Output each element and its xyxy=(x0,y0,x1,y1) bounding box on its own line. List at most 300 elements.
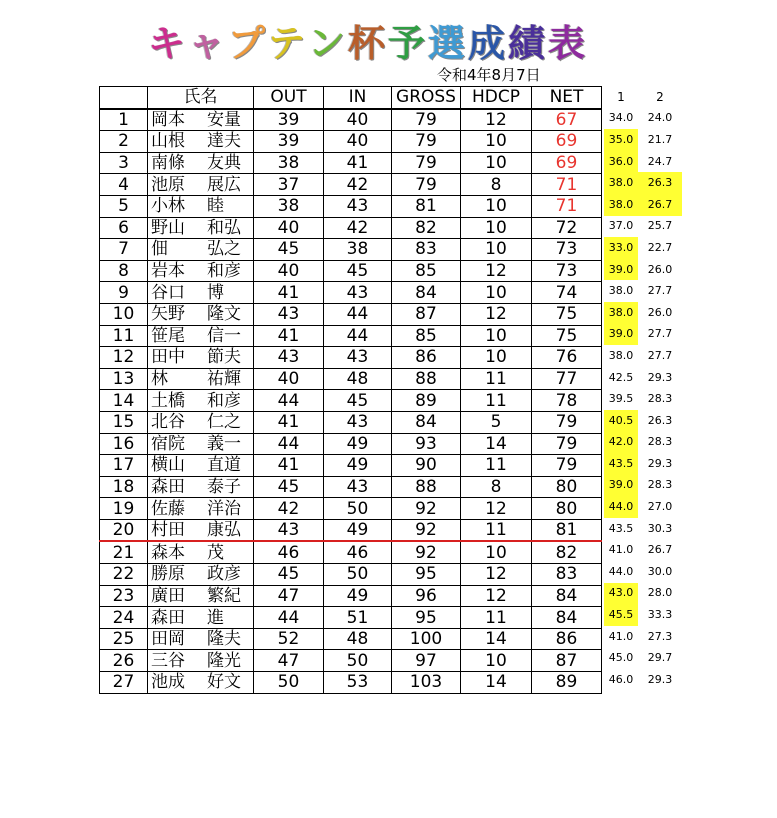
gross-cell: 86 xyxy=(392,347,461,369)
side-score-s1-cell: 38.0 xyxy=(604,194,638,216)
in-cell: 50 xyxy=(324,650,392,672)
gross-cell: 89 xyxy=(392,390,461,412)
side-row xyxy=(604,626,682,648)
gross-cell: 93 xyxy=(392,433,461,455)
rank-cell: 2 xyxy=(100,131,148,153)
col-header-rank xyxy=(100,87,148,109)
side-row xyxy=(604,108,682,130)
net-cell: 69 xyxy=(532,131,602,153)
in-cell: 42 xyxy=(324,217,392,239)
in-cell: 43 xyxy=(324,411,392,433)
gross-cell: 79 xyxy=(392,174,461,196)
table-row xyxy=(100,541,602,563)
table-row xyxy=(100,455,602,477)
out-cell: 45 xyxy=(254,564,324,586)
table-row xyxy=(100,217,602,239)
side-score-s2-cell: 33.3 xyxy=(647,608,673,622)
out-cell: 45 xyxy=(254,476,324,498)
side-header-row xyxy=(604,86,682,108)
side-score-s2-cell: 21.7 xyxy=(647,132,673,146)
family-name: 佃 xyxy=(151,239,168,260)
side-score-s2-cell: 26.3 xyxy=(647,413,673,427)
gross-cell: 82 xyxy=(392,217,461,239)
net-cell: 69 xyxy=(532,152,602,174)
family-name: 森本 xyxy=(151,542,185,563)
side-score-s1-cell: 40.5 xyxy=(604,410,638,432)
side-score-s1-cell: 38.0 xyxy=(608,284,634,298)
table-row xyxy=(100,433,602,455)
side-col-header-2: 2 xyxy=(656,89,664,104)
col-header-name: 氏名 xyxy=(148,87,254,109)
hdcp-cell: 8 xyxy=(461,476,532,498)
side-row xyxy=(604,280,682,302)
side-score-s1-cell: 45.0 xyxy=(608,651,634,665)
family-name: 三谷 xyxy=(151,650,185,671)
side-row xyxy=(604,237,682,259)
side-score-s1-cell: 35.0 xyxy=(604,129,638,151)
gross-cell: 84 xyxy=(392,411,461,433)
player-name-cell xyxy=(148,564,254,586)
side-row xyxy=(604,604,682,626)
family-name: 横山 xyxy=(151,455,185,476)
side-row xyxy=(604,539,682,561)
side-score-s1-cell: 43.0 xyxy=(604,583,638,605)
col-header-net: NET xyxy=(532,87,602,109)
side-row xyxy=(604,561,682,583)
hdcp-cell: 11 xyxy=(461,390,532,412)
gross-cell: 87 xyxy=(392,303,461,325)
in-cell: 49 xyxy=(324,519,392,541)
title-char: ャ xyxy=(188,22,228,65)
net-cell: 80 xyxy=(532,476,602,498)
given-name: 睦 xyxy=(207,196,224,217)
side-score-s1-cell: 39.5 xyxy=(608,392,634,406)
side-score-s1-cell: 41.0 xyxy=(608,543,634,557)
in-cell: 49 xyxy=(324,455,392,477)
rank-cell: 23 xyxy=(100,585,148,607)
player-name-cell xyxy=(148,476,254,498)
hdcp-cell: 11 xyxy=(461,455,532,477)
net-cell: 74 xyxy=(532,282,602,304)
family-name: 南條 xyxy=(151,153,185,174)
given-name: 隆文 xyxy=(207,304,241,325)
side-row xyxy=(604,518,682,540)
family-name: 林 xyxy=(151,369,168,390)
hdcp-cell: 11 xyxy=(461,607,532,629)
table-row xyxy=(100,195,602,217)
table-row xyxy=(100,131,602,153)
hdcp-cell: 11 xyxy=(461,368,532,390)
table-row xyxy=(100,303,602,325)
net-cell: 80 xyxy=(532,498,602,520)
given-name: 泰子 xyxy=(207,476,241,497)
title-char: ン xyxy=(308,22,348,65)
player-name-cell xyxy=(148,195,254,217)
gross-cell: 96 xyxy=(392,585,461,607)
table-row xyxy=(100,519,602,541)
side-score-s1-cell: 33.0 xyxy=(604,237,638,259)
rank-cell: 27 xyxy=(100,672,148,694)
gross-cell: 90 xyxy=(392,455,461,477)
in-cell: 40 xyxy=(324,109,392,131)
given-name: 進 xyxy=(207,607,224,628)
rank-cell: 10 xyxy=(100,303,148,325)
family-name: 田岡 xyxy=(151,629,185,650)
hdcp-cell: 10 xyxy=(461,131,532,153)
player-name-cell xyxy=(148,455,254,477)
gross-cell: 85 xyxy=(392,325,461,347)
table-row xyxy=(100,282,602,304)
side-row xyxy=(604,324,682,346)
player-name-cell xyxy=(148,239,254,261)
gross-cell: 95 xyxy=(392,564,461,586)
hdcp-cell: 12 xyxy=(461,303,532,325)
side-row xyxy=(604,345,682,367)
side-score-s2-cell: 27.0 xyxy=(647,500,673,514)
gross-cell: 79 xyxy=(392,109,461,131)
given-name: 康弘 xyxy=(207,520,241,541)
gross-cell: 103 xyxy=(392,672,461,694)
hdcp-cell: 12 xyxy=(461,109,532,131)
out-cell: 39 xyxy=(254,131,324,153)
player-name-cell xyxy=(148,433,254,455)
player-name-cell xyxy=(148,325,254,347)
side-score-s2-cell: 29.7 xyxy=(647,651,673,665)
rank-cell: 7 xyxy=(100,239,148,261)
side-score-s1-cell: 44.0 xyxy=(608,564,634,578)
hdcp-cell: 12 xyxy=(461,564,532,586)
gross-cell: 88 xyxy=(392,476,461,498)
in-cell: 43 xyxy=(324,347,392,369)
player-name-cell xyxy=(148,303,254,325)
title-char: 杯 xyxy=(348,22,388,65)
hdcp-cell: 10 xyxy=(461,282,532,304)
given-name: 隆夫 xyxy=(207,629,241,650)
family-name: 土橋 xyxy=(151,390,185,411)
side-row xyxy=(604,475,682,497)
net-cell: 84 xyxy=(532,585,602,607)
hdcp-cell: 10 xyxy=(461,195,532,217)
family-name: 山根 xyxy=(151,131,185,152)
col-header-hdcp: HDCP xyxy=(461,87,532,109)
in-cell: 43 xyxy=(324,282,392,304)
table-row xyxy=(100,585,602,607)
hdcp-cell: 5 xyxy=(461,411,532,433)
family-name: 北谷 xyxy=(151,412,185,433)
hdcp-cell: 10 xyxy=(461,347,532,369)
in-cell: 44 xyxy=(324,325,392,347)
gross-cell: 92 xyxy=(392,498,461,520)
side-score-s2-cell: 27.7 xyxy=(647,348,673,362)
player-name-cell xyxy=(148,282,254,304)
side-score-s2-cell: 26.3 xyxy=(638,172,682,194)
side-score-s2-cell: 29.3 xyxy=(647,672,673,686)
given-name: 好文 xyxy=(207,672,241,693)
hdcp-cell: 14 xyxy=(461,628,532,650)
gross-cell: 88 xyxy=(392,368,461,390)
side-score-s2-cell: 29.3 xyxy=(647,456,673,470)
family-name: 岡本 xyxy=(151,109,185,130)
col-header-gross: GROSS xyxy=(392,87,461,109)
given-name: 弘之 xyxy=(207,239,241,260)
side-score-s2-cell: 29.3 xyxy=(647,370,673,384)
side-score-s1-cell: 37.0 xyxy=(608,219,634,233)
rank-cell: 22 xyxy=(100,564,148,586)
given-name: 展広 xyxy=(207,174,241,195)
player-name-cell xyxy=(148,672,254,694)
net-cell: 83 xyxy=(532,564,602,586)
player-name-cell xyxy=(148,498,254,520)
rank-cell: 11 xyxy=(100,325,148,347)
given-name: 達夫 xyxy=(207,131,241,152)
given-name: 和彦 xyxy=(207,261,241,282)
family-name: 森田 xyxy=(151,607,185,628)
side-row xyxy=(604,367,682,389)
player-name-cell xyxy=(148,174,254,196)
rank-cell: 21 xyxy=(100,541,148,563)
side-score-s1-cell: 36.0 xyxy=(604,151,638,173)
side-row xyxy=(604,151,682,173)
out-cell: 43 xyxy=(254,347,324,369)
family-name: 笹尾 xyxy=(151,325,185,346)
net-cell: 71 xyxy=(532,174,602,196)
out-cell: 40 xyxy=(254,368,324,390)
net-cell: 86 xyxy=(532,628,602,650)
side-row xyxy=(604,647,682,669)
gross-cell: 84 xyxy=(392,282,461,304)
player-name-cell xyxy=(148,390,254,412)
in-cell: 53 xyxy=(324,672,392,694)
side-score-s2-cell: 30.0 xyxy=(647,564,673,578)
net-cell: 75 xyxy=(532,325,602,347)
side-score-s2-cell: 27.7 xyxy=(647,284,673,298)
out-cell: 46 xyxy=(254,541,324,563)
side-row xyxy=(604,496,682,518)
net-cell: 89 xyxy=(532,672,602,694)
in-cell: 49 xyxy=(324,433,392,455)
side-row xyxy=(604,172,682,194)
net-cell: 75 xyxy=(532,303,602,325)
side-row xyxy=(604,669,682,691)
side-score-s2-cell: 22.7 xyxy=(647,240,673,254)
rank-cell: 19 xyxy=(100,498,148,520)
in-cell: 42 xyxy=(324,174,392,196)
side-score-s2-cell: 28.3 xyxy=(647,392,673,406)
player-name-cell xyxy=(148,368,254,390)
player-name-cell xyxy=(148,411,254,433)
family-name: 森田 xyxy=(151,476,185,497)
side-score-s1-cell: 42.5 xyxy=(608,370,634,384)
side-row xyxy=(604,259,682,281)
out-cell: 44 xyxy=(254,433,324,455)
rank-cell: 13 xyxy=(100,368,148,390)
given-name: 安量 xyxy=(207,109,241,130)
net-cell: 79 xyxy=(532,411,602,433)
rank-cell: 14 xyxy=(100,390,148,412)
table-row xyxy=(100,411,602,433)
side-score-s1-cell: 38.0 xyxy=(608,348,634,362)
rank-cell: 9 xyxy=(100,282,148,304)
net-cell: 73 xyxy=(532,239,602,261)
title-char: 成 xyxy=(468,22,508,65)
results-header-row xyxy=(100,87,602,109)
in-cell: 50 xyxy=(324,498,392,520)
rank-cell: 12 xyxy=(100,347,148,369)
in-cell: 43 xyxy=(324,195,392,217)
side-row xyxy=(604,453,682,475)
table-row xyxy=(100,672,602,694)
given-name: 和弘 xyxy=(207,217,241,238)
given-name: 直道 xyxy=(207,455,241,476)
family-name: 小林 xyxy=(151,196,185,217)
out-cell: 44 xyxy=(254,607,324,629)
title-char: プ xyxy=(228,22,268,65)
given-name: 信一 xyxy=(207,325,241,346)
table-row xyxy=(100,152,602,174)
rank-cell: 5 xyxy=(100,195,148,217)
given-name: 友典 xyxy=(207,153,241,174)
side-row xyxy=(604,410,682,432)
in-cell: 45 xyxy=(324,390,392,412)
hdcp-cell: 12 xyxy=(461,498,532,520)
out-cell: 41 xyxy=(254,325,324,347)
gross-cell: 97 xyxy=(392,650,461,672)
player-name-cell xyxy=(148,260,254,282)
side-row xyxy=(604,388,682,410)
out-cell: 43 xyxy=(254,519,324,541)
side-score-s2-cell: 26.7 xyxy=(647,543,673,557)
net-cell: 76 xyxy=(532,347,602,369)
table-row xyxy=(100,650,602,672)
gross-cell: 85 xyxy=(392,260,461,282)
given-name: 節夫 xyxy=(207,347,241,368)
given-name: 政彦 xyxy=(207,564,241,585)
hdcp-cell: 10 xyxy=(461,217,532,239)
player-name-cell xyxy=(148,585,254,607)
side-score-s2-cell: 24.0 xyxy=(647,111,673,125)
out-cell: 52 xyxy=(254,628,324,650)
player-name-cell xyxy=(148,628,254,650)
hdcp-cell: 14 xyxy=(461,433,532,455)
side-score-s1-cell: 46.0 xyxy=(608,672,634,686)
side-row xyxy=(604,302,682,324)
hdcp-cell: 8 xyxy=(461,174,532,196)
side-score-s1-cell: 39.0 xyxy=(604,324,638,346)
table-row xyxy=(100,325,602,347)
given-name: 洋治 xyxy=(207,498,241,519)
net-cell: 81 xyxy=(532,519,602,541)
in-cell: 48 xyxy=(324,368,392,390)
title-char: キ xyxy=(148,22,188,65)
rank-cell: 15 xyxy=(100,411,148,433)
side-score-s2-cell: 25.7 xyxy=(647,219,673,233)
side-score-s2-cell: 26.7 xyxy=(638,194,682,216)
in-cell: 50 xyxy=(324,564,392,586)
net-cell: 82 xyxy=(532,541,602,563)
side-score-s1-cell: 39.0 xyxy=(604,259,638,281)
side-score-s1-cell: 34.0 xyxy=(608,111,634,125)
player-name-cell xyxy=(148,217,254,239)
net-cell: 79 xyxy=(532,455,602,477)
hdcp-cell: 10 xyxy=(461,650,532,672)
rank-cell: 24 xyxy=(100,607,148,629)
player-name-cell xyxy=(148,347,254,369)
net-cell: 84 xyxy=(532,607,602,629)
family-name: 田中 xyxy=(151,347,185,368)
side-row xyxy=(604,194,682,216)
title-char: 績 xyxy=(508,22,548,65)
out-cell: 39 xyxy=(254,109,324,131)
col-header-out: OUT xyxy=(254,87,324,109)
hdcp-cell: 10 xyxy=(461,152,532,174)
net-cell: 67 xyxy=(532,109,602,131)
table-row xyxy=(100,564,602,586)
family-name: 池成 xyxy=(151,672,185,693)
col-header-in: IN xyxy=(324,87,392,109)
out-cell: 44 xyxy=(254,390,324,412)
side-scores-table xyxy=(604,86,682,691)
gross-cell: 95 xyxy=(392,607,461,629)
out-cell: 41 xyxy=(254,411,324,433)
hdcp-cell: 12 xyxy=(461,260,532,282)
out-cell: 38 xyxy=(254,195,324,217)
gross-cell: 83 xyxy=(392,239,461,261)
rank-cell: 17 xyxy=(100,455,148,477)
out-cell: 43 xyxy=(254,303,324,325)
side-score-s1-cell: 45.5 xyxy=(604,604,638,626)
side-score-s1-cell: 38.0 xyxy=(604,172,638,194)
side-col-header-1: 1 xyxy=(617,89,625,104)
family-name: 谷口 xyxy=(151,282,185,303)
side-row xyxy=(604,129,682,151)
in-cell: 51 xyxy=(324,607,392,629)
out-cell: 45 xyxy=(254,239,324,261)
player-name-cell xyxy=(148,519,254,541)
net-cell: 73 xyxy=(532,260,602,282)
rank-cell: 1 xyxy=(100,109,148,131)
rank-cell: 4 xyxy=(100,174,148,196)
rank-cell: 20 xyxy=(100,519,148,541)
family-name: 佐藤 xyxy=(151,498,185,519)
side-score-s1-cell: 43.5 xyxy=(608,521,634,535)
in-cell: 41 xyxy=(324,152,392,174)
side-score-s1-cell: 38.0 xyxy=(604,302,638,324)
table-row xyxy=(100,260,602,282)
family-name: 廣田 xyxy=(151,585,185,606)
given-name: 義一 xyxy=(207,433,241,454)
player-name-cell xyxy=(148,109,254,131)
hdcp-cell: 10 xyxy=(461,239,532,261)
side-score-s2-cell: 27.7 xyxy=(647,327,673,341)
family-name: 池原 xyxy=(151,174,185,195)
table-row xyxy=(100,476,602,498)
player-name-cell xyxy=(148,541,254,563)
rank-cell: 6 xyxy=(100,217,148,239)
family-name: 勝原 xyxy=(151,564,185,585)
side-score-s2-cell: 26.0 xyxy=(647,262,673,276)
table-row xyxy=(100,390,602,412)
side-row xyxy=(604,583,682,605)
table-row xyxy=(100,109,602,131)
given-name: 茂 xyxy=(207,542,224,563)
side-score-s2-cell: 30.3 xyxy=(647,521,673,535)
in-cell: 46 xyxy=(324,541,392,563)
gross-cell: 79 xyxy=(392,152,461,174)
title-char: 予 xyxy=(388,22,428,65)
side-score-s2-cell: 28.3 xyxy=(647,478,673,492)
family-name: 矢野 xyxy=(151,304,185,325)
table-row xyxy=(100,347,602,369)
